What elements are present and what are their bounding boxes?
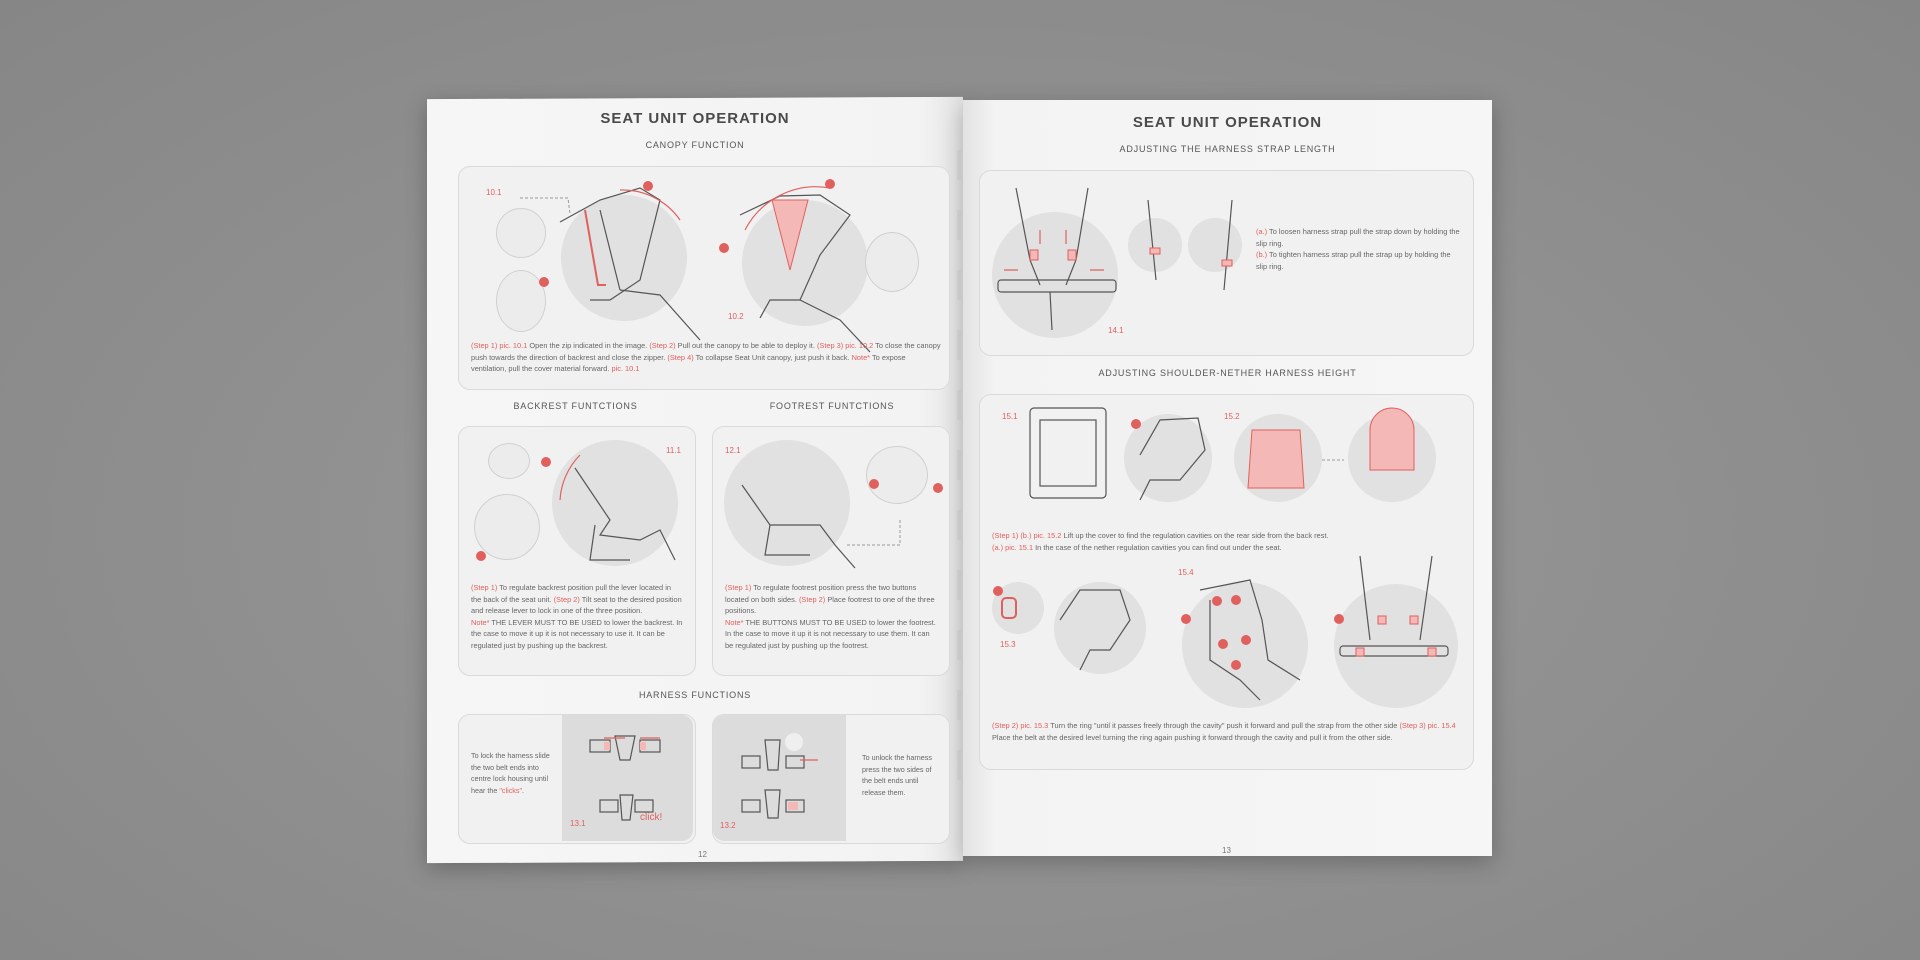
left-page-number: 12	[698, 850, 707, 859]
canopy-step1-tag: (Step 1) pic. 10.1	[471, 341, 528, 350]
harness-lock-end: .	[522, 785, 525, 795]
strap-b-tag: (b.)	[1256, 250, 1268, 260]
canopy-heading: CANOPY FUNCTION	[645, 140, 745, 150]
fig-12-1-label: 12.1	[725, 446, 741, 455]
shoulder-step2-tag: (Step 2) pic. 15.3	[992, 721, 1049, 730]
fig-13-2-label: 13.2	[720, 821, 736, 830]
strap-b-text: To tighten harness strap pull the strap up by holding the slip ring.	[1256, 250, 1451, 271]
canopy-step4-tag: (Step 4)	[667, 352, 694, 362]
shoulder-step2-text: Turn the ring "until it passes freely through the cavity" push it forward and pull the strap from the other side	[1048, 721, 1400, 730]
shoulder-a-text: In the case of the nether regulation cavities you can find out under the seat.	[1033, 542, 1282, 552]
canopy-note-text: To expose ventilation, pull the cover material forward.	[471, 352, 906, 374]
right-page-title: SEAT UNIT OPERATION	[1132, 114, 1323, 131]
backrest-note-tag: Note*	[471, 617, 490, 627]
fig-10-1-label: 10.1	[486, 188, 502, 197]
shoulder-a-tag: (a.) pic. 15.1	[992, 542, 1034, 552]
canopy-step4-text: To collapse Seat Unit canopy, just push it back.	[693, 352, 852, 362]
fig-10-2-label: 10.2	[728, 312, 744, 321]
shoulder-step3-text: Place the belt at the desired level turning the ring again pushing it forward through the cavity and pull it from the other side.	[992, 732, 1393, 742]
strap-a-tag: (a.)	[1256, 227, 1268, 236]
shoulder-step1-tag: (Step 1) (b.) pic. 15.2	[992, 531, 1062, 540]
shoulder-step3-tag: (Step 3) pic. 15.4	[1399, 721, 1456, 730]
footrest-step1-tag: (Step 1)	[725, 583, 752, 592]
fig-14-1-label: 14.1	[1108, 326, 1124, 335]
fig-15-4-label: 15.4	[1178, 568, 1194, 577]
fig-15-1-label: 15.1	[1002, 412, 1018, 421]
left-page-title: SEAT UNIT OPERATION	[600, 110, 790, 127]
backrest-step2-text: Tilt seat to the desired position and release lever to lock in one of the three position.	[471, 594, 682, 616]
harness-heading: HARNESS FUNCTIONS	[638, 690, 752, 700]
shoulder-step2-instructions	[992, 720, 1460, 743]
canopy-step2-tag: (Step 2)	[649, 341, 676, 350]
backrest-step1-tag: (Step 1)	[471, 583, 498, 592]
footrest-step2-text: Place footrest to one of the three positions.	[725, 594, 935, 616]
harness-unlock-text: To unlock the harness press the two sides of the belt ends until release them.	[862, 753, 932, 797]
fig-13-1-label: 13.1	[570, 819, 586, 828]
right-page-number: 13	[1222, 846, 1231, 855]
backrest-step1-text: To regulate backrest position pull the lever located in the back of the seat unit.	[471, 583, 671, 604]
footrest-note-tag: Note*	[725, 617, 744, 627]
strap-a-text: To loosen harness strap pull the strap down by holding the slip ring.	[1256, 227, 1460, 248]
canopy-step3-text: To close the canopy push towards the direction of backrest and close the zipper.	[471, 341, 941, 362]
shoulder-heading: ADJUSTING SHOULDER-NETHER HARNESS HEIGHT	[1098, 368, 1357, 378]
fig-11-1-label: 11.1	[666, 446, 681, 455]
click-label: click!	[640, 812, 663, 823]
canopy-note-ref: pic. 10.1	[611, 364, 640, 374]
backrest-note-text: THE LEVER MUST TO BE USED to lower the backrest. In the case to move it up it is not necessary to use it. It can be regulated just by pushing up the backrest.	[471, 617, 683, 650]
shoulder-step1-text: Lift up the cover to find the regulation cavities on the rear side from the back rest.	[1061, 531, 1329, 540]
backrest-heading: BACKREST FUNTCTIONS	[513, 401, 638, 411]
canopy-step2-text: Pull out the canopy to be able to deploy it.	[675, 341, 817, 350]
footrest-heading: FOOTREST FUNTCTIONS	[769, 401, 895, 411]
canopy-step3-tag: (Step 3) pic. 10.2	[816, 341, 874, 350]
harness-lock-clicks: "clicks"	[499, 785, 523, 795]
backrest-step2-tag: (Step 2)	[553, 594, 580, 604]
fig-15-3-label: 15.3	[1000, 640, 1016, 649]
canopy-note-tag: Note*	[851, 352, 871, 362]
canopy-step1-text: Open the zip indicated in the image.	[527, 341, 650, 350]
harness-lock-body: To lock the harness slide the two belt ends into centre lock housing until hear the	[471, 751, 550, 795]
footrest-step2-tag: (Step 2)	[798, 594, 826, 604]
fig-15-2-label: 15.2	[1224, 412, 1240, 421]
footrest-note-text: THE BUTTONS MUST TO BE USED to lower the footrest. In the case to move it up it is not necessary to use them. It can be regulated just by pushing up the footrest.	[725, 617, 936, 650]
strap-heading: ADJUSTING THE HARNESS STRAP LENGTH	[1119, 144, 1336, 154]
footrest-step1-text: To regulate footrest position press the two buttons located on both sides.	[725, 583, 917, 604]
